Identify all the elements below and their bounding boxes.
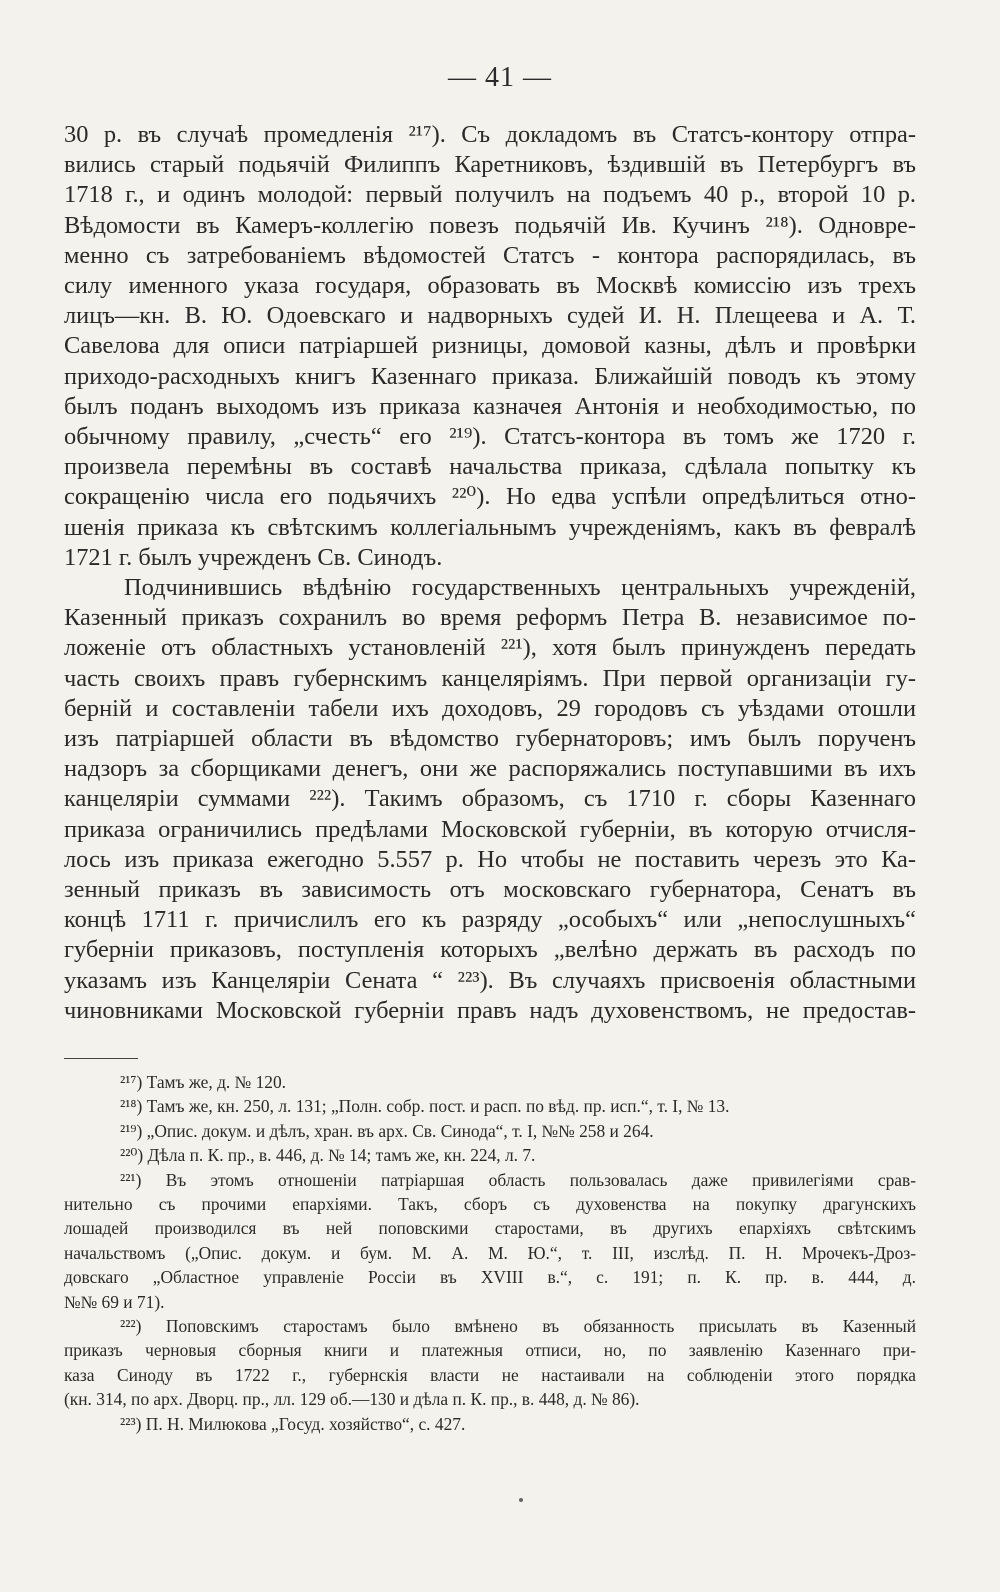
page-number: — 41 — (448, 62, 552, 93)
footnote-line: каза Синоду въ 1722 г., губернскія власти не настаивали на соблюденіи этого порядка (64, 1364, 916, 1385)
footnotes (64, 1070, 916, 1436)
footnote-line: приказъ черновыя сборныя книги и платежныя отписи, но, по заявленію Казеннаго при- (64, 1340, 916, 1361)
text-line: Вѣдомости въ Камеръ-коллегію повезъ подьячій Ив. Кучинъ ²¹⁸). Одновре- (64, 211, 916, 239)
text-line: надзоръ за сборщиками денегъ, они же распоряжались поступавшими въ ихъ (64, 755, 916, 783)
footnote-line: ²²⁰) Дѣла п. К. пр., в. 446, д. № 14; тамъ же, кн. 224, л. 7. (120, 1145, 536, 1166)
footnote-line: ²²¹) Въ этомъ отношеніи патріаршая область пользовалась даже привилегіями срав- (120, 1169, 916, 1190)
text-line: лицъ—кн. В. Ю. Одоевскаго и надворныхъ судей И. Н. Плещеева и А. Т. (64, 302, 916, 330)
text-line: обычному правилу, „счесть“ его ²¹⁹). Статсъ-контора въ томъ же 1720 г. (64, 423, 916, 451)
text-line: приказа ограничились предѣлами Московской губерніи, въ которую отчисля- (64, 815, 916, 843)
footnote-line: ²²²) Поповскимъ старостамъ было вмѣнено въ обязанность присылать въ Казенный (120, 1316, 916, 1337)
text-line: ложеніе отъ областныхъ установленій ²²¹), хотя былъ принужденъ передать (64, 634, 916, 662)
text-line: канцеляріи суммами ²²²). Такимъ образомъ, съ 1710 г. сборы Казеннаго (64, 785, 916, 813)
footnote-line: довскаго „Областное управленіе Россіи въ XVIII в.“, с. 191; п. К. пр. в. 444, д. (64, 1267, 916, 1288)
text-line: былъ поданъ выходомъ изъ приказа казначея Антонія и необходимостью, по (64, 392, 916, 420)
text-line: берній и составленіи табели ихъ доходовъ, 29 городовъ съ уѣздами отошли (64, 694, 916, 722)
main-text (64, 120, 916, 1026)
footnote-line: ²²³) П. Н. Милюкова „Госуд. хозяйство“, с. 427. (120, 1413, 466, 1434)
footnote-line: ²¹⁹) „Опис. докум. и дѣлъ, хран. въ арх. Св. Синода“, т. I, №№ 258 и 264. (120, 1120, 654, 1141)
text-line: изъ патріаршей области въ вѣдомство губернаторовъ; имъ былъ порученъ (64, 725, 916, 753)
text-line: менно съ затребованіемъ вѣдомостей Статсъ - контора распорядилась, въ (64, 241, 916, 269)
text-line: чиновниками Московской губерніи правъ надъ духовенствомъ, не предостав- (64, 996, 916, 1024)
text-line: часть своихъ правъ губернскимъ канцеляріямъ. При первой организаціи гу- (64, 664, 916, 692)
text-line: зенный приказъ въ зависимость отъ московскаго губернатора, Сенатъ въ (64, 876, 916, 904)
text-line: шенія приказа къ свѣтскимъ коллегіальнымъ учрежденіямъ, какъ въ февралѣ (64, 513, 916, 541)
footnote-line: нительно съ прочими епархіями. Такъ, сборъ съ духовенства на покупку драгунскихъ (64, 1194, 916, 1215)
text-line: сокращенію числа его подьячихъ ²²⁰). Но едва успѣли опредѣлиться отно- (64, 483, 916, 511)
footnote-line: ²¹⁷) Тамъ же, д. № 120. (120, 1072, 287, 1092)
text-line: 1718 г., и одинъ молодой: первый получилъ на подъемъ 40 р., второй 10 р. (64, 181, 916, 209)
footnote-line: (кн. 314, по арх. Дворц. пр., лл. 129 об.—130 и дѣла п. К. пр., в. 448, д. № 86). (64, 1389, 640, 1410)
text-line: 1721 г. былъ учрежденъ Св. Синодъ. (64, 543, 443, 571)
text-line: Савелова для описи патріаршей ризницы, домовой казны, дѣлъ и провѣрки (64, 332, 916, 360)
footnote-divider (64, 1058, 138, 1059)
text-line: произвела перемѣны въ составѣ начальства приказа, сдѣлала попытку къ (64, 453, 916, 481)
text-line: концѣ 1711 г. причислилъ его къ разряду „особыхъ“ или „непослушныхъ“ (64, 906, 916, 934)
text-line: вились старый подьячій Филиппъ Каретниковъ, ѣздившій въ Петербургъ въ (64, 151, 916, 179)
footnote-line: начальствомъ („Опис. докум. и бум. М. А. М. Ю.“, т. III, изслѣд. П. Н. Мрочекъ-Дроз- (64, 1242, 916, 1263)
text-line: указамъ изъ Канцеляріи Сената “ ²²³). Въ случаяхъ присвоенія областными (64, 966, 916, 994)
footnote-line: ²¹⁸) Тамъ же, кн. 250, л. 131; „Полн. собр. пост. и расп. по вѣд. пр. исп.“, т. I, № 13. (120, 1096, 730, 1117)
text-line: губерніи приказовъ, поступленія которыхъ „велѣно держать въ расходъ по (64, 936, 916, 964)
text-line: Казенный приказъ сохранилъ во время реформъ Петра В. независимое по- (64, 604, 916, 632)
text-line: Подчинившись вѣдѣнію государственныхъ центральныхъ учрежденій, (124, 574, 916, 602)
text-line: силу именного указа государя, образовать въ Москвѣ комиссію изъ трехъ (64, 272, 916, 300)
print-speck (519, 1498, 523, 1502)
text-line: лось изъ приказа ежегодно 5.557 р. Но чтобы не поставить черезъ это Ка- (64, 845, 916, 873)
text-line: приходо-расходныхъ книгъ Казеннаго приказа. Ближайшій поводъ къ этому (64, 362, 916, 390)
footnote-line: №№ 69 и 71). (64, 1291, 165, 1312)
footnote-line: лошадей производился въ ней поповскими старостами, въ другихъ епархіяхъ свѣтскимъ (64, 1218, 916, 1239)
text-line: 30 р. въ случаѣ промедленія ²¹⁷). Съ докладомъ въ Статсъ-контору отпра- (64, 121, 916, 148)
